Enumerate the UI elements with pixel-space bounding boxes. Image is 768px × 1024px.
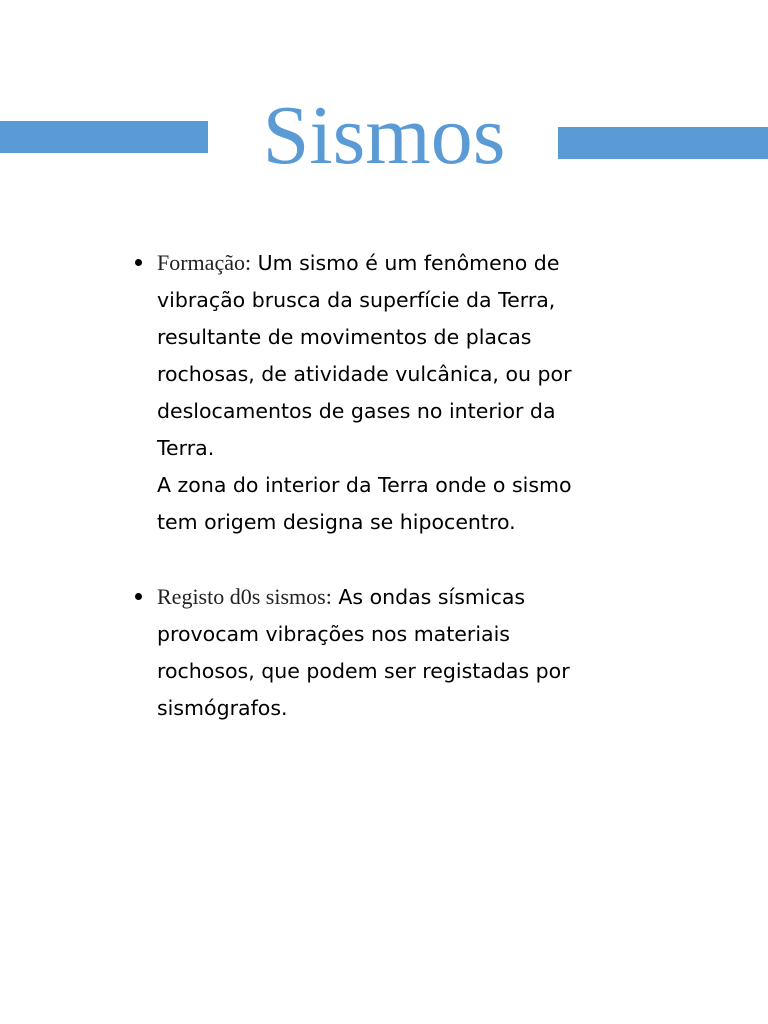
decorative-bar-right: [558, 127, 768, 159]
text-line: tem origem designa se hipocentro.: [157, 510, 516, 534]
bullet-icon: [135, 259, 142, 266]
text-line: sismógrafos.: [157, 696, 288, 720]
list-item-term: Registo d0s sismos:: [157, 584, 332, 609]
list-item-formacao: [134, 244, 694, 541]
text-line: Terra.: [157, 436, 215, 460]
text-line: Um sismo é um fenômeno de: [257, 251, 560, 275]
text-line: rochosas, de atividade vulcânica, ou por: [157, 362, 572, 386]
text-line: vibração brusca da superfície da Terra,: [157, 288, 556, 312]
text-line: rochosos, que podem ser registadas por: [157, 659, 570, 683]
text-line: provocam vibrações nos materiais: [157, 622, 510, 646]
list-item-text: [157, 244, 694, 541]
page-title: Sismos: [262, 89, 506, 182]
text-line: A zona do interior da Terra onde o sismo: [157, 473, 572, 497]
text-line: As ondas sísmicas: [338, 585, 526, 609]
text-line: resultante de movimentos de placas: [157, 325, 532, 349]
list-item-first-line: [157, 244, 694, 282]
list-item-registo: [134, 578, 694, 727]
list-item-term: Formação:: [157, 250, 252, 275]
list-item-text: [157, 578, 694, 727]
topic-list: [134, 244, 694, 727]
text-line: deslocamentos de gases no interior da: [157, 399, 556, 423]
list-item-first-line: [157, 578, 694, 616]
bullet-icon: [135, 593, 142, 600]
